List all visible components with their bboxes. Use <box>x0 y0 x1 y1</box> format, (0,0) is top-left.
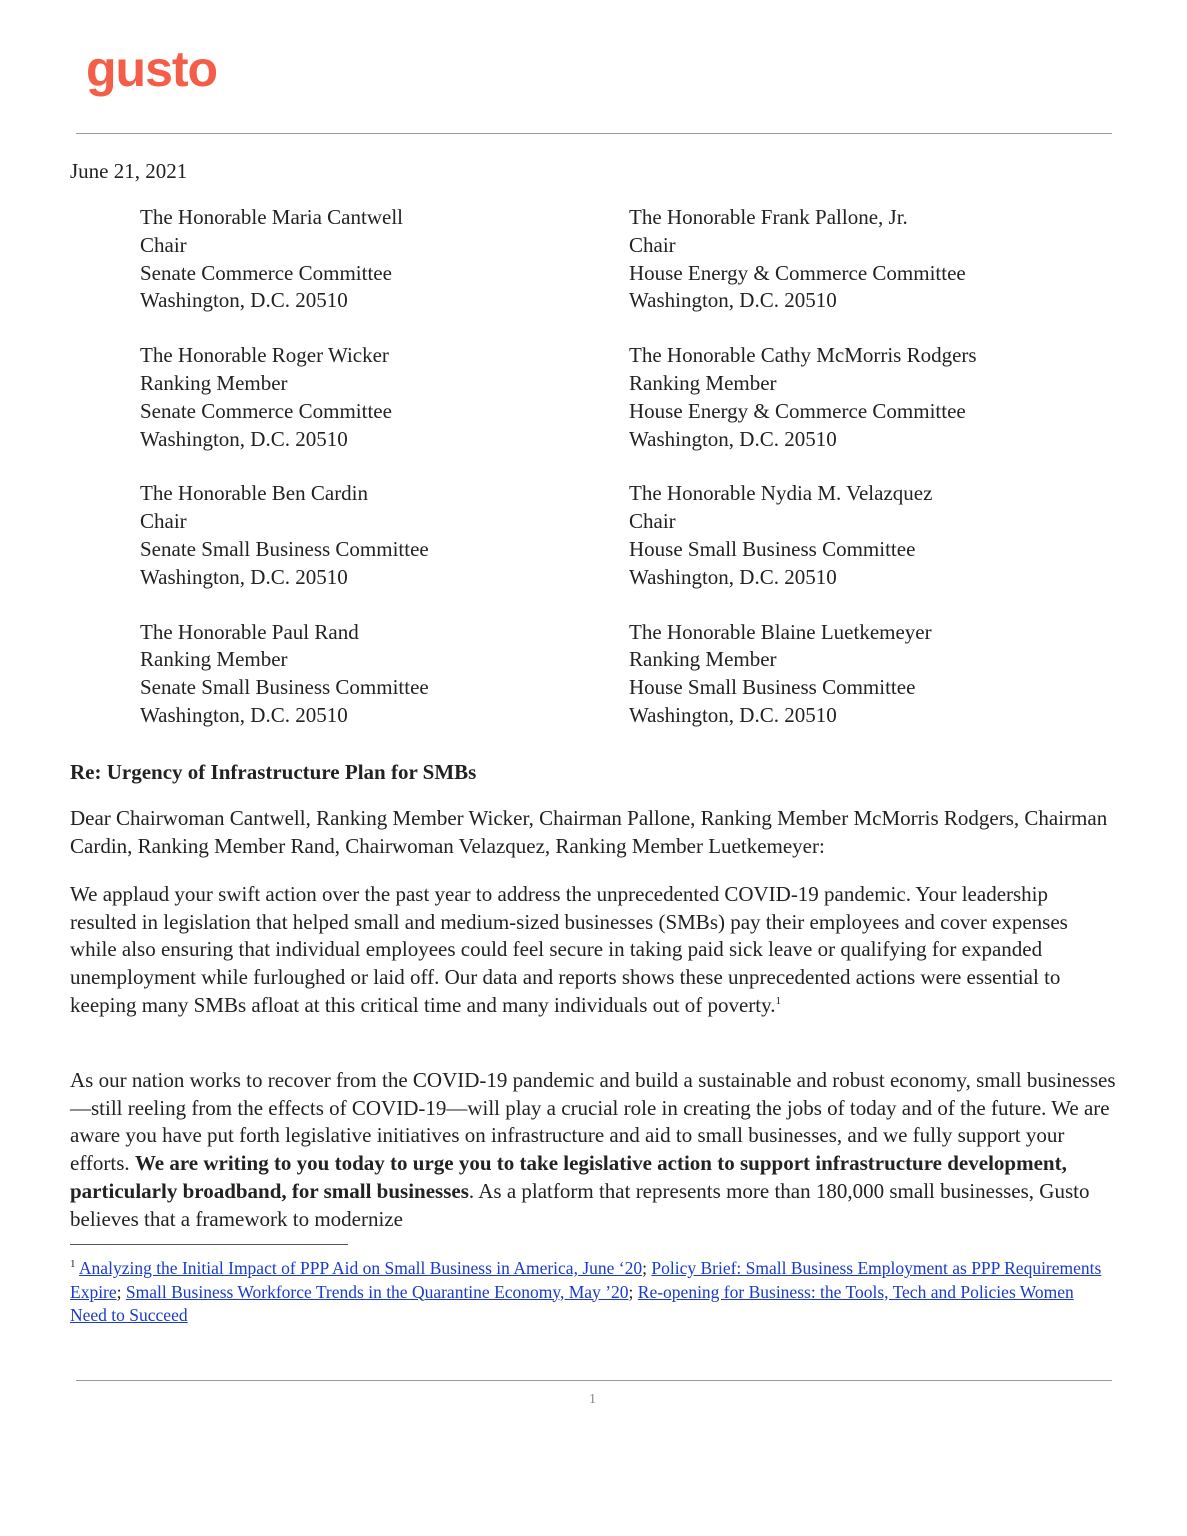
addressee-city: Washington, D.C. 20510 <box>140 564 348 589</box>
addressee <box>629 480 1100 591</box>
addressee-title: Chair <box>140 232 187 257</box>
addressee <box>140 204 629 315</box>
addressee-city: Washington, D.C. 20510 <box>629 702 837 727</box>
page-number: 1 <box>589 1392 596 1407</box>
addressee-city: Washington, D.C. 20510 <box>140 288 348 313</box>
addressee <box>629 204 1100 315</box>
addressee-name: The Honorable Nydia M. Velazquez <box>629 481 933 506</box>
addressee-committee: Senate Small Business Committee <box>140 675 429 700</box>
addressee-name: The Honorable Ben Cardin <box>140 481 369 506</box>
footnote-divider <box>70 1244 348 1245</box>
footnote-number: 1 <box>70 1258 76 1271</box>
addressee-city: Washington, D.C. 20510 <box>629 288 837 313</box>
addressee <box>140 619 629 730</box>
footnote-separator: ; <box>642 1258 647 1278</box>
addressee-committee: Senate Small Business Committee <box>140 536 429 561</box>
paragraph-emphasis: We are writing to you today to urge you to take legislative action to support infrastructure development, particularly broadband, for small businesses <box>70 1151 1067 1203</box>
addressee-name: The Honorable Roger Wicker <box>140 343 389 368</box>
footnote-link-workforce-trends[interactable]: Small Business Workforce Trends in the Quarantine Economy, May ’20 <box>125 1281 629 1302</box>
addressee-committee: Senate Commerce Committee <box>140 398 392 423</box>
addressee-name: The Honorable Cathy McMorris Rodgers <box>629 343 977 368</box>
gusto-logo: gusto <box>86 41 218 97</box>
addressee-city: Washington, D.C. 20510 <box>140 426 348 451</box>
addressee-committee: House Energy & Commerce Committee <box>629 398 966 423</box>
addressee-name: The Honorable Maria Cantwell <box>140 205 403 229</box>
addressee-title: Ranking Member <box>140 647 288 672</box>
addressee-block <box>140 204 1100 730</box>
addressee-name: The Honorable Blaine Luetkemeyer <box>629 619 932 644</box>
subject-line: Re: Urgency of Infrastructure Plan for SMBs <box>70 760 477 784</box>
paragraph-text: . As a platform that represents more than 180,000 small businesses, Gusto believes that a framework to modernize <box>70 1178 1090 1231</box>
addressee-city: Washington, D.C. 20510 <box>629 564 837 589</box>
addressee-title: Chair <box>629 232 676 257</box>
addressee <box>629 342 1100 453</box>
footnote-link-reopening-report[interactable]: Re-opening for Business: the Tools, Tech and Policies Women Need to Succeed <box>70 1281 1074 1325</box>
addressee-title: Ranking Member <box>629 370 777 395</box>
addressee-name: The Honorable Paul Rand <box>140 619 359 644</box>
footnote-reference[interactable]: 1 <box>775 994 781 1007</box>
addressee-title: Chair <box>140 509 187 534</box>
footnote-separator: ; <box>116 1281 122 1302</box>
addressee-title: Ranking Member <box>629 647 777 672</box>
addressee-name: The Honorable Frank Pallone, Jr. <box>629 205 908 229</box>
addressee-title: Ranking Member <box>140 370 288 395</box>
footnote-link-policy-brief[interactable]: Policy Brief: Small Business Employment as PPP Requirements Expire <box>70 1258 1102 1302</box>
salutation: Dear Chairwoman Cantwell, Ranking Member Wicker, Chairman Pallone, Ranking Member McMorris Rodgers, Chairman Cardin, Ranking Member Rand, Chairwoman Velazquez, Ranking Member Luetkemeyer: <box>70 806 1108 858</box>
footnote <box>70 1257 1115 1328</box>
footnote-link-ppp-aid-report[interactable]: Analyzing the Initial Impact of PPP Aid on Small Business in America, June ‘20 <box>78 1258 643 1278</box>
addressee-city: Washington, D.C. 20510 <box>629 426 837 451</box>
addressee-committee: House Energy & Commerce Committee <box>629 260 966 285</box>
letter-date: June 21, 2021 <box>70 159 188 183</box>
paragraph-text: As our nation works to recover from the COVID-19 pandemic and build a sustainable and robust economy, small businesses—still reeling from the effects of COVID-19—will play a crucial role in creating the jobs of today and of the future. We are aware you have put forth legislative initiatives on infrastructure and aid to small businesses, and we fully support your efforts. <box>70 1068 1116 1176</box>
paragraph-text: We applaud your swift action over the past year to address the unprecedented COVID-19 pandemic. Your leadership resulted in legislation that helped small and medium-sized businesses (SMBs) pay their employees and cover expenses while also ensuring that individual employees could feel secure in taking paid sick leave or qualifying for expanded unemployment while furloughed or laid off. Our data and reports shows these unprecedented actions were essential to keeping many SMBs afloat at this critical time and many individuals out of poverty. <box>70 882 1068 1017</box>
addressee-committee: House Small Business Committee <box>629 675 916 700</box>
addressee-committee: Senate Commerce Committee <box>140 260 392 285</box>
body-paragraph-2 <box>70 1067 1118 1233</box>
body-paragraph-1 <box>70 881 1118 1020</box>
addressee <box>140 480 629 591</box>
addressee-city: Washington, D.C. 20510 <box>140 702 348 727</box>
footnote-separator: ; <box>628 1281 634 1302</box>
header-divider <box>76 133 1112 134</box>
addressee <box>140 342 629 453</box>
footer-divider <box>76 1380 1112 1381</box>
addressee-committee: House Small Business Committee <box>629 536 916 561</box>
addressee <box>629 619 1100 730</box>
addressee-title: Chair <box>629 509 676 534</box>
